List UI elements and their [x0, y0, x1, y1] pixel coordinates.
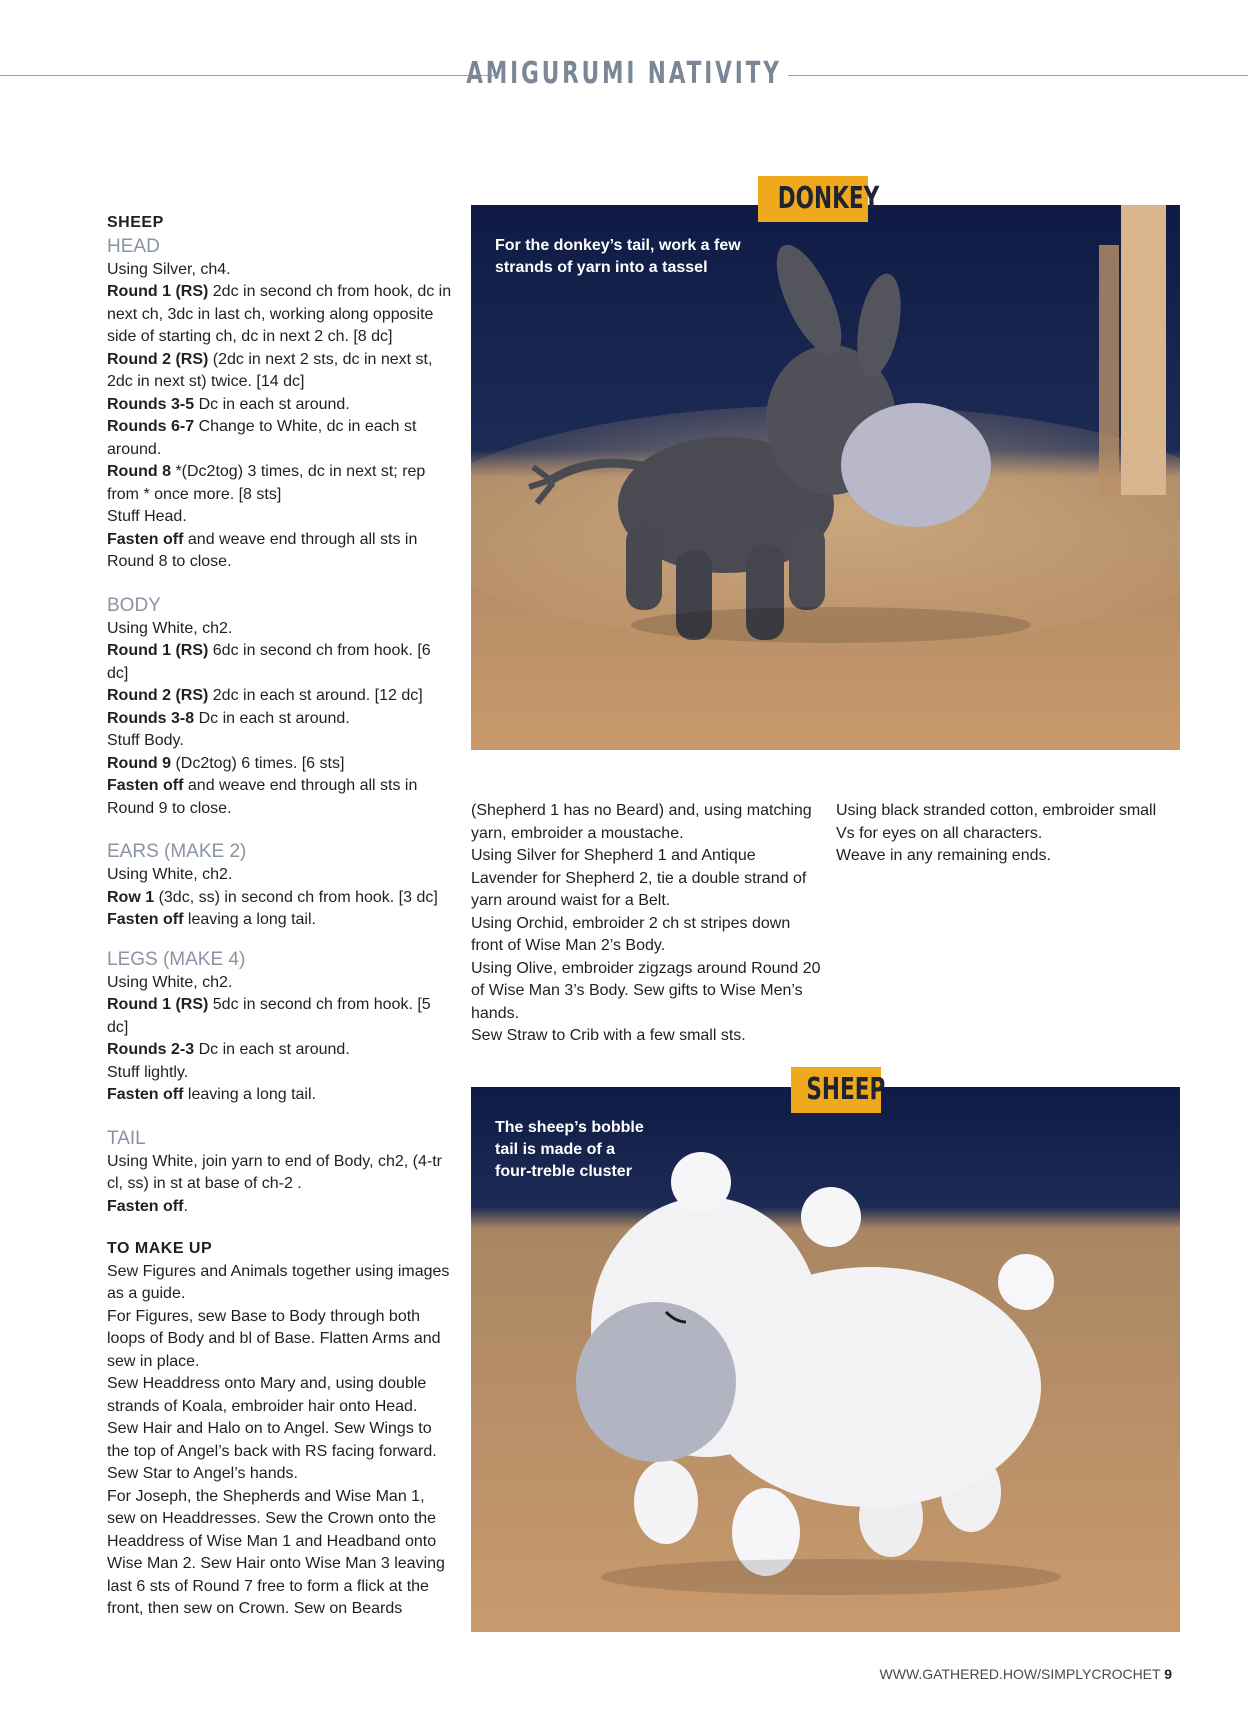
- body-step-text: Dc in each st around.: [194, 709, 350, 727]
- tail-instruction-line: [107, 1151, 452, 1196]
- tail-step-text: Using White, join yarn to end of Body, ch2, (4-tr cl, ss) in st at base of ch-2 .: [107, 1152, 442, 1192]
- ears-instruction-line: [107, 887, 452, 910]
- sheep-heading: SHEEP: [107, 214, 164, 231]
- middle-paragraph: Using Orchid, embroider 2 ch st stripes down front of Wise Man 2’s Body.: [471, 914, 791, 954]
- sheep-tag: [791, 1067, 886, 1113]
- tail-instruction-line: [107, 1196, 452, 1219]
- legs-step-text: Stuff lightly.: [107, 1063, 189, 1081]
- head-step-text: *(Dc2tog) 3 times, dc in next st; rep from * once more. [8 sts]: [107, 463, 426, 503]
- legs-instruction-line: [107, 994, 452, 1039]
- middle-paragraph: Using Silver for Shepherd 1 and Antique Lavender for Shepherd 2, tie a double strand of yarn around waist for a Belt.: [471, 847, 807, 909]
- head-instruction-line: [107, 394, 452, 417]
- body-section-title: BODY: [107, 594, 161, 616]
- ears-step-label: Fasten off: [107, 911, 184, 928]
- legs-section-title: LEGS (MAKE 4): [107, 948, 246, 970]
- tail-section-title: TAIL: [107, 1127, 146, 1149]
- instructions-right-column: [836, 800, 1176, 868]
- ears-instructions: [107, 864, 452, 932]
- legs-step-text: 5dc in second ch from hook. [5 dc]: [107, 996, 431, 1036]
- head-step-text: Stuff Head.: [107, 508, 187, 525]
- body-step-label: Round 2 (RS): [107, 687, 209, 704]
- tail-instructions: [107, 1151, 452, 1219]
- head-instruction-line: [107, 461, 452, 506]
- make-up-paragraph: Sew Star to Angel’s hands.: [107, 1465, 298, 1482]
- legs-step-label: Round 1 (RS): [107, 996, 209, 1013]
- body-step-text: 2dc in each st around. [12 dc]: [208, 687, 423, 704]
- body-instruction-line: [107, 640, 452, 685]
- instructions-left-column: [107, 212, 452, 1621]
- footer-url[interactable]: WWW.GATHERED.HOW/SIMPLYCROCHET: [879, 1666, 1161, 1682]
- head-instruction-line: [107, 506, 452, 529]
- head-step-text: (2dc in next 2 sts, dc in next st, 2dc in next st) twice. [14 dc]: [107, 350, 433, 390]
- body-step-text: Using White, ch2.: [107, 619, 233, 637]
- legs-instruction-line: [107, 1084, 452, 1107]
- ears-step-text: (3dc, ss) in second ch from hook. [3 dc]: [154, 888, 438, 906]
- head-step-label: Round 1 (RS): [107, 283, 209, 300]
- legs-instruction-line: [107, 1039, 452, 1062]
- legs-instructions: [107, 972, 452, 1107]
- head-instruction-line: [107, 529, 452, 574]
- middle-paragraph: Sew Straw to Crib with a few small sts.: [471, 1027, 746, 1044]
- body-instruction-line: [107, 618, 452, 641]
- donkey-illustration: [471, 205, 1180, 750]
- ears-step-label: Row 1: [107, 888, 155, 906]
- body-step-text: Stuff Body.: [107, 732, 184, 749]
- donkey-photo: [471, 205, 1180, 750]
- legs-step-text: Dc in each st around.: [194, 1041, 350, 1058]
- instructions-middle-column: [471, 800, 821, 1048]
- body-instruction-line: [107, 708, 452, 731]
- make-up-paragraph: Sew Headdress onto Mary and, using double strands of Koala, embroider hair onto Head.: [107, 1375, 427, 1415]
- body-step-label: Rounds 3-8: [107, 709, 195, 727]
- tail-step-text: .: [183, 1197, 188, 1215]
- body-step-text: 6dc in second ch from hook. [6 dc]: [107, 642, 431, 682]
- body-instruction-line: [107, 730, 452, 753]
- page-footer: [880, 1666, 1172, 1682]
- make-up-paragraph: For Figures, sew Base to Body through both loops of Body and bl of Base. Flatten Arms and sew in place.: [107, 1307, 441, 1370]
- legs-step-text: leaving a long tail.: [183, 1086, 316, 1103]
- head-step-label: Round 2 (RS): [107, 350, 209, 368]
- head-step-text: Using Silver, ch4.: [107, 260, 231, 278]
- make-up-paragraph: Sew Hair and Halo on to Angel. Sew Wings to the top of Angel’s back with RS facing forward.: [107, 1420, 437, 1460]
- right-paragraph: Weave in any remaining ends.: [836, 847, 1051, 864]
- head-instruction-line: [107, 259, 452, 282]
- head-step-text: 2dc in second ch from hook, dc in next ch, 3dc in last ch, working along opposite side of starting ch, dc in next 2 ch. [8 dc]: [107, 283, 452, 345]
- middle-paragraph: (Shepherd 1 has no Beard) and, using matching yarn, embroider a moustache.: [471, 802, 812, 842]
- sheep-photo-caption: The sheep’s bobble tail is made of a four-treble cluster: [495, 1119, 644, 1180]
- head-section-title: HEAD: [107, 235, 160, 257]
- head-instruction-line: [107, 416, 452, 461]
- body-instruction-line: [107, 753, 452, 776]
- legs-instruction-line: [107, 972, 452, 995]
- tail-step-label: Fasten off: [107, 1197, 184, 1215]
- legs-step-label: Fasten off: [107, 1086, 184, 1103]
- right-paragraph: Using black stranded cotton, embroider small Vs for eyes on all characters.: [836, 802, 1157, 842]
- ears-step-text: leaving a long tail.: [183, 911, 316, 928]
- to-make-up-heading: TO MAKE UP: [107, 1240, 213, 1257]
- ears-step-text: Using White, ch2.: [107, 866, 233, 883]
- head-step-text: and weave end through all sts in Round 8 to close.: [107, 530, 418, 570]
- head-step-text: Dc in each st around.: [194, 395, 350, 413]
- head-step-label: Rounds 6-7: [107, 418, 195, 435]
- donkey-photo-caption: For the donkey’s tail, work a few strands of yarn into a tassel: [495, 237, 741, 276]
- head-instruction-line: [107, 349, 452, 394]
- body-instruction-line: [107, 685, 452, 708]
- body-step-label: Fasten off: [107, 777, 184, 794]
- to-make-up-text: [107, 1261, 452, 1621]
- body-step-label: Round 9: [107, 754, 171, 772]
- make-up-paragraph: Sew Figures and Animals together using images as a guide.: [107, 1262, 450, 1302]
- head-step-label: Rounds 3-5: [107, 395, 195, 413]
- donkey-tag-label: DONKEY: [777, 181, 880, 216]
- ears-instruction-line: [107, 909, 452, 932]
- sheep-tag-label: SHEEP: [806, 1072, 886, 1107]
- make-up-paragraph: For Joseph, the Shepherds and Wise Man 1, sew on Headdresses. Sew the Crown onto the Headdress of Wise Man 1 and Headband onto Wise Man 2. Sew Hair onto Wise Man 3 leaving last 6 sts of Round 7 free to form a flick at the front, then sew on Crown. Sew on Beards: [107, 1487, 445, 1617]
- head-step-label: Fasten off: [107, 530, 184, 548]
- page-header-title: AMIGURUMI NATIVITY: [466, 56, 782, 91]
- head-step-text: Change to White, dc in each st around.: [107, 418, 417, 458]
- head-instructions: [107, 259, 452, 574]
- page-number: 9: [1164, 1666, 1172, 1682]
- donkey-tag: [758, 176, 880, 222]
- legs-instruction-line: [107, 1062, 452, 1085]
- body-step-text: (Dc2tog) 6 times. [6 sts]: [171, 754, 345, 772]
- body-step-label: Round 1 (RS): [107, 642, 209, 659]
- legs-step-text: Using White, ch2.: [107, 973, 233, 991]
- body-step-text: and weave end through all sts in Round 9 to close.: [107, 777, 418, 817]
- middle-paragraph: Using Olive, embroider zigzags around Round 20 of Wise Man 3’s Body. Sew gifts to Wise Men’s hands.: [471, 959, 821, 1022]
- body-instructions: [107, 618, 452, 821]
- head-instruction-line: [107, 281, 452, 349]
- body-instruction-line: [107, 775, 452, 820]
- ears-instruction-line: [107, 864, 452, 887]
- head-step-label: Round 8: [107, 463, 171, 480]
- ears-section-title: EARS (MAKE 2): [107, 841, 247, 862]
- legs-step-label: Rounds 2-3: [107, 1041, 195, 1058]
- sheep-photo: [471, 1087, 1180, 1632]
